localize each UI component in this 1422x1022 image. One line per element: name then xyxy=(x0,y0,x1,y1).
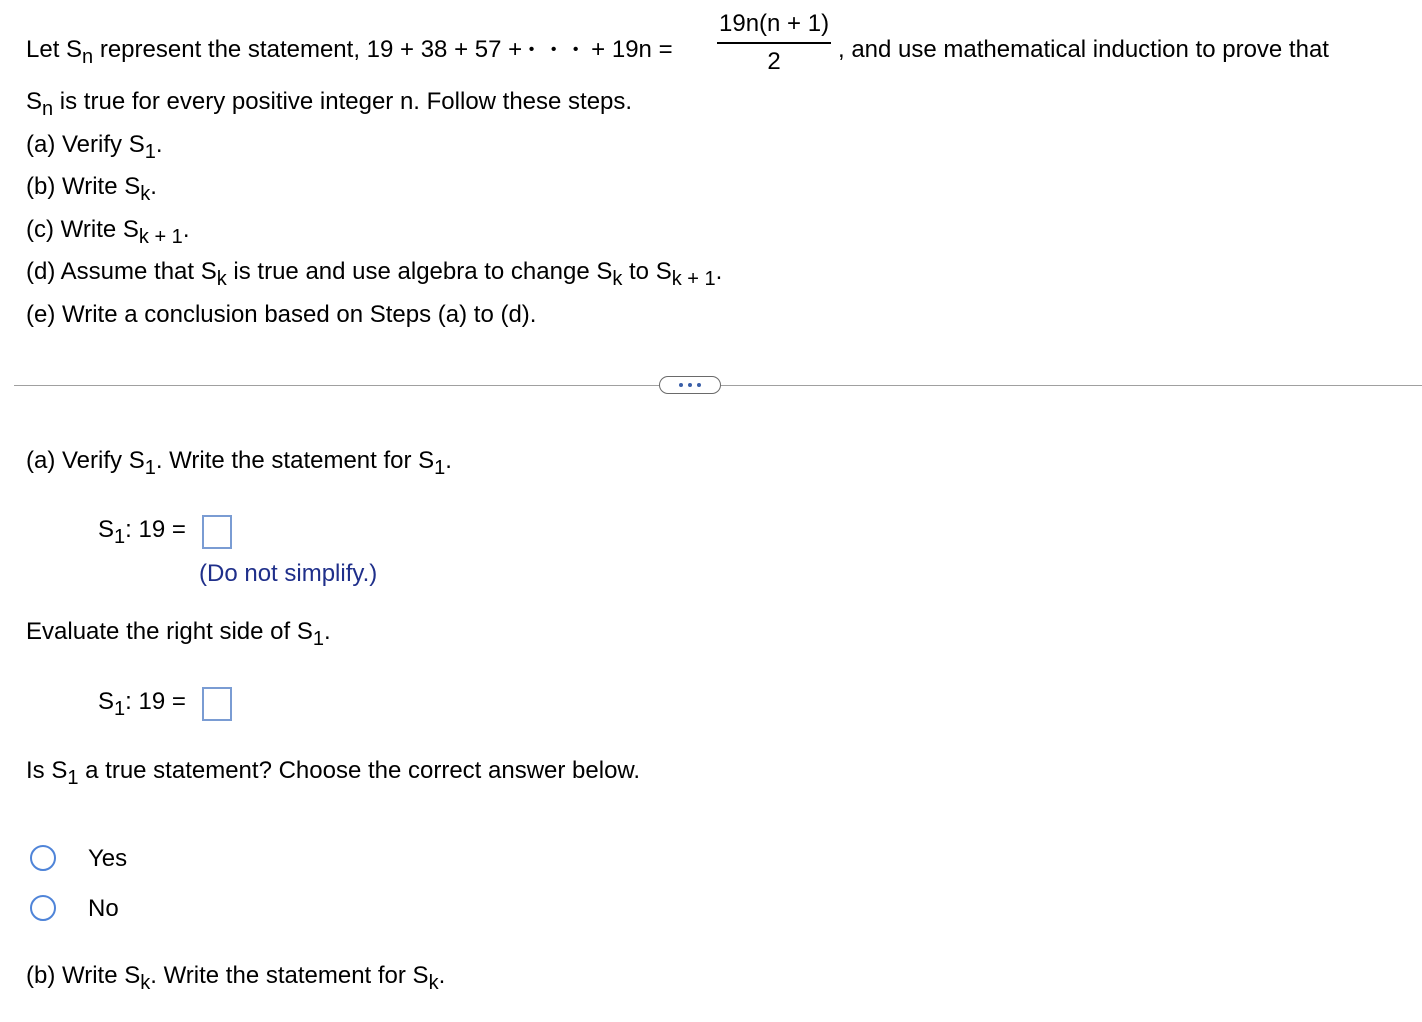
ellipsis-dots: • • • xyxy=(528,41,585,58)
part-a-heading-sub: 1 xyxy=(144,457,156,479)
question-sub: 1 xyxy=(67,767,79,789)
eq2-sub: 1 xyxy=(114,698,126,720)
step-e xyxy=(26,301,536,329)
step-c-end: . xyxy=(182,216,190,243)
part-b-heading xyxy=(26,962,446,994)
true-statement-question xyxy=(26,757,641,789)
line2-s: S xyxy=(26,88,43,115)
question-text-2: a true statement? Choose the correct answer below. xyxy=(78,757,641,784)
problem-line-2 xyxy=(26,88,633,120)
fraction-denominator: 2 xyxy=(767,48,781,75)
eq1-s: S xyxy=(98,516,115,543)
intro-text-2: represent the statement, 19 + 38 + 57 + xyxy=(93,36,529,63)
part-b-heading-end: . xyxy=(438,962,446,989)
step-d-sub-3: k + 1 xyxy=(671,268,716,290)
part-a-heading xyxy=(26,447,452,479)
step-d-sub-1: k xyxy=(216,268,227,290)
step-d-end: . xyxy=(715,258,723,285)
evaluate-prompt xyxy=(26,618,331,650)
part-b-heading-text: (b) Write S xyxy=(26,962,141,989)
evaluate-end: . xyxy=(323,618,331,645)
step-c xyxy=(26,216,190,248)
more-dot-icon xyxy=(679,383,683,387)
step-a-end: . xyxy=(155,131,163,158)
answer-input-right-side[interactable] xyxy=(202,687,232,721)
eq2-s: S xyxy=(98,688,115,715)
line2-text: is true for every positive integer n. Follow these steps. xyxy=(53,88,633,115)
do-not-simplify-hint: (Do not simplify.) xyxy=(199,560,378,587)
part-b-heading-text-2: . Write the statement for S xyxy=(150,962,429,989)
step-c-text: (c) Write S xyxy=(26,216,139,243)
step-b xyxy=(26,173,157,205)
problem-intro-end xyxy=(838,36,1329,64)
evaluate-sub: 1 xyxy=(312,628,324,650)
eq2-text: : 19 = xyxy=(125,688,186,715)
step-b-sub: k xyxy=(140,183,151,205)
question-text: Is S xyxy=(26,757,68,784)
radio-no-label[interactable]: No xyxy=(88,895,119,922)
fraction xyxy=(717,12,831,74)
step-a-text: (a) Verify S xyxy=(26,131,145,158)
part-b-heading-sub-2: k xyxy=(428,972,439,994)
eq1-text: : 19 = xyxy=(125,516,186,543)
part-a-heading-text-2: . Write the statement for S xyxy=(155,447,435,474)
part-a-heading-text: (a) Verify S xyxy=(26,447,145,474)
step-a-sub: 1 xyxy=(144,141,156,163)
intro-text-3: + 19n = xyxy=(584,36,673,63)
more-dot-icon xyxy=(688,383,692,387)
evaluate-text: Evaluate the right side of S xyxy=(26,618,313,645)
step-d-sub-2: k xyxy=(612,268,623,290)
step-d xyxy=(26,258,723,290)
expand-more-button[interactable] xyxy=(659,376,721,394)
step-d-text-3: to S xyxy=(622,258,672,285)
step-b-text: (b) Write S xyxy=(26,173,141,200)
eq1-sub: 1 xyxy=(114,526,126,548)
step-a xyxy=(26,131,163,163)
part-b-heading-sub: k xyxy=(140,972,151,994)
part-a-heading-end: . xyxy=(445,447,452,474)
fraction-numerator: 19n(n + 1) xyxy=(719,10,830,37)
step-d-text-2: is true and use algebra to change S xyxy=(226,258,613,285)
step-c-sub: k + 1 xyxy=(138,226,183,248)
part-a-heading-sub-2: 1 xyxy=(434,457,446,479)
intro-subscript: n xyxy=(82,46,94,68)
radio-yes[interactable] xyxy=(30,845,56,871)
answer-input-statement[interactable] xyxy=(202,515,232,549)
intro-text-4: , and use mathematical induction to prove that xyxy=(838,36,1329,63)
intro-text: Let S xyxy=(26,36,83,63)
more-dot-icon xyxy=(697,383,701,387)
step-e-text: (e) Write a conclusion based on Steps (a) to (d). xyxy=(26,301,537,328)
equation-1 xyxy=(98,516,186,548)
step-b-end: . xyxy=(150,173,157,200)
line2-subscript: n xyxy=(42,98,54,120)
problem-intro-line xyxy=(26,36,673,68)
radio-no[interactable] xyxy=(30,895,56,921)
radio-yes-label[interactable]: Yes xyxy=(88,845,128,872)
equation-2 xyxy=(98,688,186,720)
step-d-text-1: (d) Assume that S xyxy=(26,258,217,285)
